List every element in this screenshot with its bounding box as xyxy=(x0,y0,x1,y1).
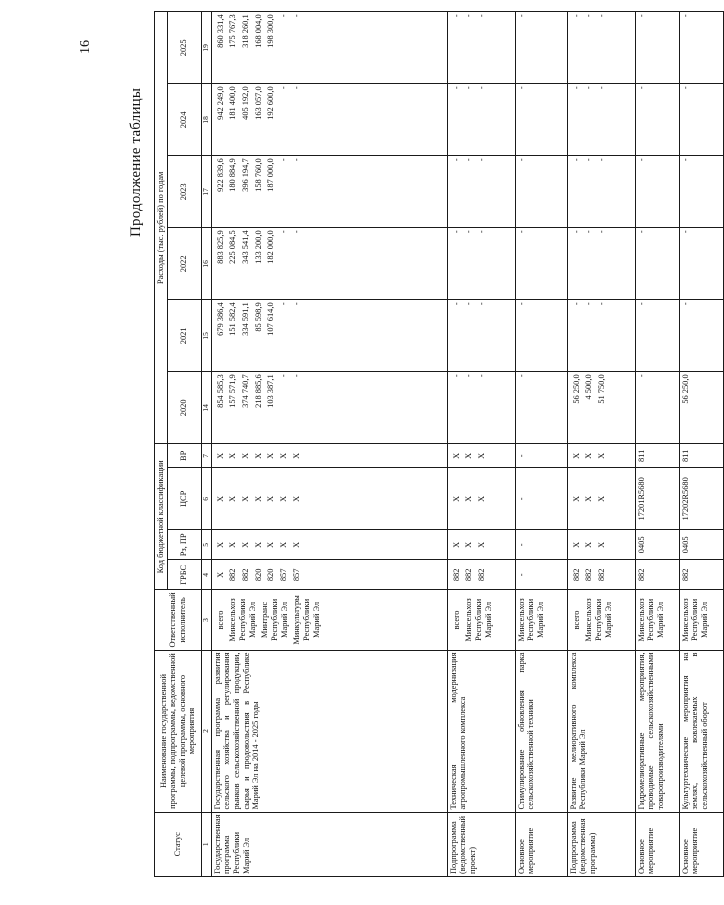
rzpr-value: Х xyxy=(571,541,581,548)
expense-value: - xyxy=(596,86,606,90)
csr-cell: 17202R5680 xyxy=(679,468,723,530)
header-expenses: Расходы (тыс. рублей) по годам xyxy=(155,12,168,444)
csr-cell: 17201R5680 xyxy=(635,468,679,530)
expense-2022-cell: - xyxy=(635,228,679,300)
expense-value: - xyxy=(464,14,474,18)
header-year: 2025 xyxy=(167,12,201,84)
expense-value: - xyxy=(476,86,486,90)
rzpr-value: Х xyxy=(464,541,474,548)
expense-value: 151 582,4 xyxy=(228,302,238,336)
expense-value: - xyxy=(596,302,606,306)
row-name: Техническая модернизация агропромышленного комплекса xyxy=(447,650,515,812)
expense-value: - xyxy=(476,158,486,162)
grbs-cell xyxy=(567,560,635,590)
csr-value: Х xyxy=(240,495,250,502)
expense-value: - xyxy=(291,158,301,162)
expense-2023-cell xyxy=(447,156,515,228)
vr-value: Х xyxy=(215,452,225,459)
expense-value: - xyxy=(584,230,594,234)
expense-value: 318 260,1 xyxy=(240,14,250,48)
csr-value: Х xyxy=(451,495,461,502)
expense-value: 679 386,4 xyxy=(215,302,225,336)
expense-2024-cell xyxy=(211,84,447,156)
vr-value: Х xyxy=(266,452,276,459)
expense-value: - xyxy=(451,302,461,306)
expense-2020-cell xyxy=(211,372,447,444)
expense-value: 198 300,0 xyxy=(266,14,276,48)
expense-2025-cell: - xyxy=(635,12,679,84)
vr-cell: 811 xyxy=(635,444,679,468)
expense-2023-cell: - xyxy=(679,156,723,228)
vr-value: Х xyxy=(253,452,263,459)
grbs-value: 882 xyxy=(596,568,606,582)
rzpr-value: Х xyxy=(228,541,238,548)
expense-2023-cell xyxy=(567,156,635,228)
expense-value: - xyxy=(464,302,474,306)
expense-value: - xyxy=(584,86,594,90)
executor-cell: Минсельхоз Республики Марий Эл xyxy=(679,590,723,650)
vr-value: Х xyxy=(278,452,288,459)
rzpr-cell xyxy=(567,530,635,560)
header-vr: ВР xyxy=(167,444,201,468)
expense-2023-cell: - xyxy=(515,156,567,228)
column-number: 6 xyxy=(201,468,211,530)
csr-cell xyxy=(211,468,447,530)
csr-cell xyxy=(447,468,515,530)
expense-value: - xyxy=(451,230,461,234)
expense-value: - xyxy=(476,302,486,306)
expense-value: - xyxy=(291,86,301,90)
rzpr-value: Х xyxy=(291,541,301,548)
expense-value: - xyxy=(451,86,461,90)
expense-2021-cell xyxy=(567,300,635,372)
column-number: 3 xyxy=(201,590,211,650)
csr-value: Х xyxy=(215,495,225,502)
expense-2023-cell: - xyxy=(635,156,679,228)
column-number: 17 xyxy=(201,156,211,228)
expense-value: 163 057,0 xyxy=(253,86,263,120)
grbs-value: 882 xyxy=(571,568,581,582)
column-number: 16 xyxy=(201,228,211,300)
grbs-value: 882 xyxy=(228,568,238,582)
expense-value: - xyxy=(596,230,606,234)
row-status: Основное мероприятие xyxy=(679,812,723,876)
row-status: Основное мероприятие xyxy=(635,812,679,876)
expense-value: 180 884,9 xyxy=(228,158,238,192)
expense-2021-cell: - xyxy=(635,300,679,372)
expense-2022-cell: - xyxy=(679,228,723,300)
expense-value: 187 000,0 xyxy=(266,158,276,192)
header-status: Статус xyxy=(155,812,202,876)
expense-value: - xyxy=(278,158,288,162)
header-rzpr: Рз, ПР xyxy=(167,530,201,560)
expense-value: 157 571,9 xyxy=(228,374,238,408)
expense-value: 860 331,4 xyxy=(215,14,225,48)
executor-label: Минсельхоз Республики Марий Эл xyxy=(228,598,257,642)
expense-2025-cell xyxy=(447,12,515,84)
expense-value: 56 250,0 xyxy=(571,374,581,404)
grbs-value: Х xyxy=(215,571,225,578)
continuation-title: Продолжение таблицы xyxy=(128,87,144,237)
expense-value: - xyxy=(584,14,594,18)
expense-value: 181 400,0 xyxy=(228,86,238,120)
executor-label: всего xyxy=(215,610,225,630)
expense-value: 334 591,1 xyxy=(240,302,250,336)
grbs-cell: 882 xyxy=(635,560,679,590)
vr-value: Х xyxy=(451,452,461,459)
csr-value: Х xyxy=(228,495,238,502)
csr-value: Х xyxy=(253,495,263,502)
expense-value: - xyxy=(476,374,486,378)
column-number: 1 xyxy=(201,812,211,876)
grbs-value: 820 xyxy=(253,568,263,582)
executor-cell: Минсельхоз Республики Марий Эл xyxy=(635,590,679,650)
grbs-cell xyxy=(447,560,515,590)
executor-label: всего xyxy=(571,610,581,630)
header-executor: Ответственный исполнитель xyxy=(155,590,202,650)
expense-value: - xyxy=(584,302,594,306)
expense-2023-cell xyxy=(211,156,447,228)
expense-value: 175 767,3 xyxy=(228,14,238,48)
vr-value: Х xyxy=(476,452,486,459)
rzpr-cell xyxy=(447,530,515,560)
executor-cell xyxy=(447,590,515,650)
expense-2021-cell xyxy=(211,300,447,372)
executor-label: Минтранс Республики Марий Эл xyxy=(260,598,289,641)
grbs-cell: 882 xyxy=(679,560,723,590)
column-number: 14 xyxy=(201,372,211,444)
expense-value: 405 192,0 xyxy=(240,86,250,120)
grbs-value: 857 xyxy=(278,568,288,582)
expense-value: - xyxy=(278,302,288,306)
expense-value: - xyxy=(291,14,301,18)
expense-value: - xyxy=(571,158,581,162)
grbs-cell xyxy=(211,560,447,590)
expense-value: 192 600,0 xyxy=(266,86,276,120)
header-year: 2022 xyxy=(167,228,201,300)
expense-value: 922 839,6 xyxy=(215,158,225,192)
expense-value: 182 000,0 xyxy=(266,230,276,264)
expense-2020-cell: 56 250,0 xyxy=(679,372,723,444)
expense-value: - xyxy=(571,302,581,306)
expense-2020-cell: - xyxy=(635,372,679,444)
expense-value: - xyxy=(291,374,301,378)
row-name: Гидромелиоративные мероприятия, проводимые сельскохозяйственными товаропроизводителями xyxy=(635,650,679,812)
expense-value: - xyxy=(571,86,581,90)
executor-label: Минсельхоз Республики Марий Эл xyxy=(464,598,493,642)
header-year: 2024 xyxy=(167,84,201,156)
expense-2025-cell xyxy=(567,12,635,84)
rzpr-value: Х xyxy=(240,541,250,548)
page-number: 16 xyxy=(78,40,93,54)
header-year: 2021 xyxy=(167,300,201,372)
header-name: Наименование государственной программы, подпрограммы, ведомственной целевой программы, основного мероприятия xyxy=(155,650,202,812)
rzpr-value: Х xyxy=(266,541,276,548)
expense-2024-cell: - xyxy=(635,84,679,156)
expense-value: 158 760,0 xyxy=(253,158,263,192)
expense-value: - xyxy=(451,14,461,18)
expense-2020-cell xyxy=(447,372,515,444)
csr-cell xyxy=(567,468,635,530)
column-number: 2 xyxy=(201,650,211,812)
rzpr-value: Х xyxy=(584,541,594,548)
row-name: Государственная программа развития сельского хозяйства и регулирования рынков сельскохозяйственной продукции, сырья и продовольствия в Республике Марий Эл на 2014 - 2025 годы xyxy=(211,650,447,812)
row-status: Подпрограмма (ведомственный проект) xyxy=(447,812,515,876)
grbs-value: 882 xyxy=(240,568,250,582)
expense-value: - xyxy=(584,158,594,162)
expense-value: - xyxy=(278,230,288,234)
expense-value: 225 084,5 xyxy=(228,230,238,264)
vr-value: Х xyxy=(571,452,581,459)
csr-value: Х xyxy=(291,495,301,502)
row-name: Стимулирование обновления парка сельскохозяйственной техники xyxy=(515,650,567,812)
expense-value: - xyxy=(451,158,461,162)
row-status: Основное мероприятие xyxy=(515,812,567,876)
row-status: Подпрограмма (ведомственная программа) xyxy=(567,812,635,876)
expense-value: 218 885,6 xyxy=(253,374,263,408)
vr-value: Х xyxy=(240,452,250,459)
expense-2021-cell: - xyxy=(679,300,723,372)
grbs-value: 882 xyxy=(451,568,461,582)
executor-label: всего xyxy=(451,610,461,630)
expense-value: - xyxy=(464,158,474,162)
vr-cell xyxy=(567,444,635,468)
column-number: 7 xyxy=(201,444,211,468)
rzpr-value: Х xyxy=(451,541,461,548)
header-csr: ЦСР xyxy=(167,468,201,530)
row-name: Развитие мелиоративного комплекса Республики Марий Эл xyxy=(567,650,635,812)
expense-value: - xyxy=(464,230,474,234)
row-status: Государственная программа Республики Марий Эл xyxy=(211,812,447,876)
vr-value: Х xyxy=(584,452,594,459)
csr-value: Х xyxy=(584,495,594,502)
expense-2020-cell: - xyxy=(515,372,567,444)
grbs-cell: - xyxy=(515,560,567,590)
expense-2022-cell xyxy=(211,228,447,300)
expense-value: - xyxy=(451,374,461,378)
executor-cell: Минсельхоз Республики Марий Эл xyxy=(515,590,567,650)
vr-cell xyxy=(211,444,447,468)
expense-value: 4 500,0 xyxy=(584,374,594,400)
expense-2024-cell xyxy=(567,84,635,156)
column-number: 19 xyxy=(201,12,211,84)
header-grbs: ГРБС xyxy=(167,560,201,590)
vr-value: Х xyxy=(596,452,606,459)
rzpr-cell: 0405 xyxy=(635,530,679,560)
expense-value: 51 750,0 xyxy=(596,374,606,404)
vr-value: Х xyxy=(464,452,474,459)
rzpr-value: Х xyxy=(476,541,486,548)
csr-value: Х xyxy=(266,495,276,502)
expense-value: - xyxy=(596,158,606,162)
grbs-value: 882 xyxy=(584,568,594,582)
expense-value: - xyxy=(291,302,301,306)
expense-value: - xyxy=(476,230,486,234)
expense-value: - xyxy=(464,86,474,90)
executor-label: Минкультуры Республики Марий Эл xyxy=(292,595,321,645)
expense-value: - xyxy=(278,86,288,90)
expense-2022-cell xyxy=(447,228,515,300)
expense-2020-cell xyxy=(567,372,635,444)
csr-value: Х xyxy=(596,495,606,502)
expense-value: - xyxy=(476,14,486,18)
expense-value: - xyxy=(571,230,581,234)
expense-value: 133 200,0 xyxy=(253,230,263,264)
csr-cell: - xyxy=(515,468,567,530)
grbs-value: 820 xyxy=(266,568,276,582)
expense-value: - xyxy=(278,14,288,18)
header-year: 2020 xyxy=(167,372,201,444)
expense-2025-cell: - xyxy=(679,12,723,84)
expense-value: 107 614,0 xyxy=(266,302,276,336)
rzpr-value: Х xyxy=(215,541,225,548)
vr-cell: - xyxy=(515,444,567,468)
column-number: 15 xyxy=(201,300,211,372)
expense-2024-cell xyxy=(447,84,515,156)
executor-cell xyxy=(567,590,635,650)
expense-2024-cell: - xyxy=(515,84,567,156)
expense-value: 854 585,3 xyxy=(215,374,225,408)
expense-value: 85 598,9 xyxy=(253,302,263,332)
expense-value: 374 740,7 xyxy=(240,374,250,408)
csr-value: Х xyxy=(464,495,474,502)
vr-value: Х xyxy=(291,452,301,459)
csr-value: Х xyxy=(571,495,581,502)
grbs-value: 857 xyxy=(291,568,301,582)
expense-value: - xyxy=(291,230,301,234)
rzpr-value: Х xyxy=(278,541,288,548)
expense-value: 883 825,9 xyxy=(215,230,225,264)
expense-value: 942 249,0 xyxy=(215,86,225,120)
expense-2025-cell xyxy=(211,12,447,84)
csr-value: Х xyxy=(476,495,486,502)
row-name: Культуртехнические мероприятия на землях, вовлекаемых в сельскохозяйственный оборот xyxy=(679,650,723,812)
grbs-value: 882 xyxy=(476,568,486,582)
expense-value: 168 004,0 xyxy=(253,14,263,48)
vr-cell xyxy=(447,444,515,468)
executor-cell xyxy=(211,590,447,650)
expense-value: 343 541,4 xyxy=(240,230,250,264)
budget-table xyxy=(154,11,724,877)
expense-value: - xyxy=(278,374,288,378)
expense-value: 396 194,7 xyxy=(240,158,250,192)
rzpr-cell xyxy=(211,530,447,560)
expense-value: - xyxy=(596,14,606,18)
vr-cell: 811 xyxy=(679,444,723,468)
column-number: 4 xyxy=(201,560,211,590)
expense-2022-cell xyxy=(567,228,635,300)
vr-value: Х xyxy=(228,452,238,459)
expense-2021-cell xyxy=(447,300,515,372)
rzpr-value: Х xyxy=(253,541,263,548)
expense-2021-cell: - xyxy=(515,300,567,372)
column-number: 5 xyxy=(201,530,211,560)
grbs-value: 882 xyxy=(464,568,474,582)
header-budget-codes: Код бюджетной классификации xyxy=(155,444,168,590)
header-year: 2023 xyxy=(167,156,201,228)
expense-2024-cell: - xyxy=(679,84,723,156)
executor-label: Минсельхоз Республики Марий Эл xyxy=(584,598,613,642)
csr-value: Х xyxy=(278,495,288,502)
expense-value: - xyxy=(464,374,474,378)
expense-value: 103 387,1 xyxy=(266,374,276,408)
column-number: 18 xyxy=(201,84,211,156)
rzpr-cell: 0405 xyxy=(679,530,723,560)
expense-value: - xyxy=(571,14,581,18)
expense-2025-cell: - xyxy=(515,12,567,84)
expense-2022-cell: - xyxy=(515,228,567,300)
rzpr-value: Х xyxy=(596,541,606,548)
rzpr-cell: - xyxy=(515,530,567,560)
